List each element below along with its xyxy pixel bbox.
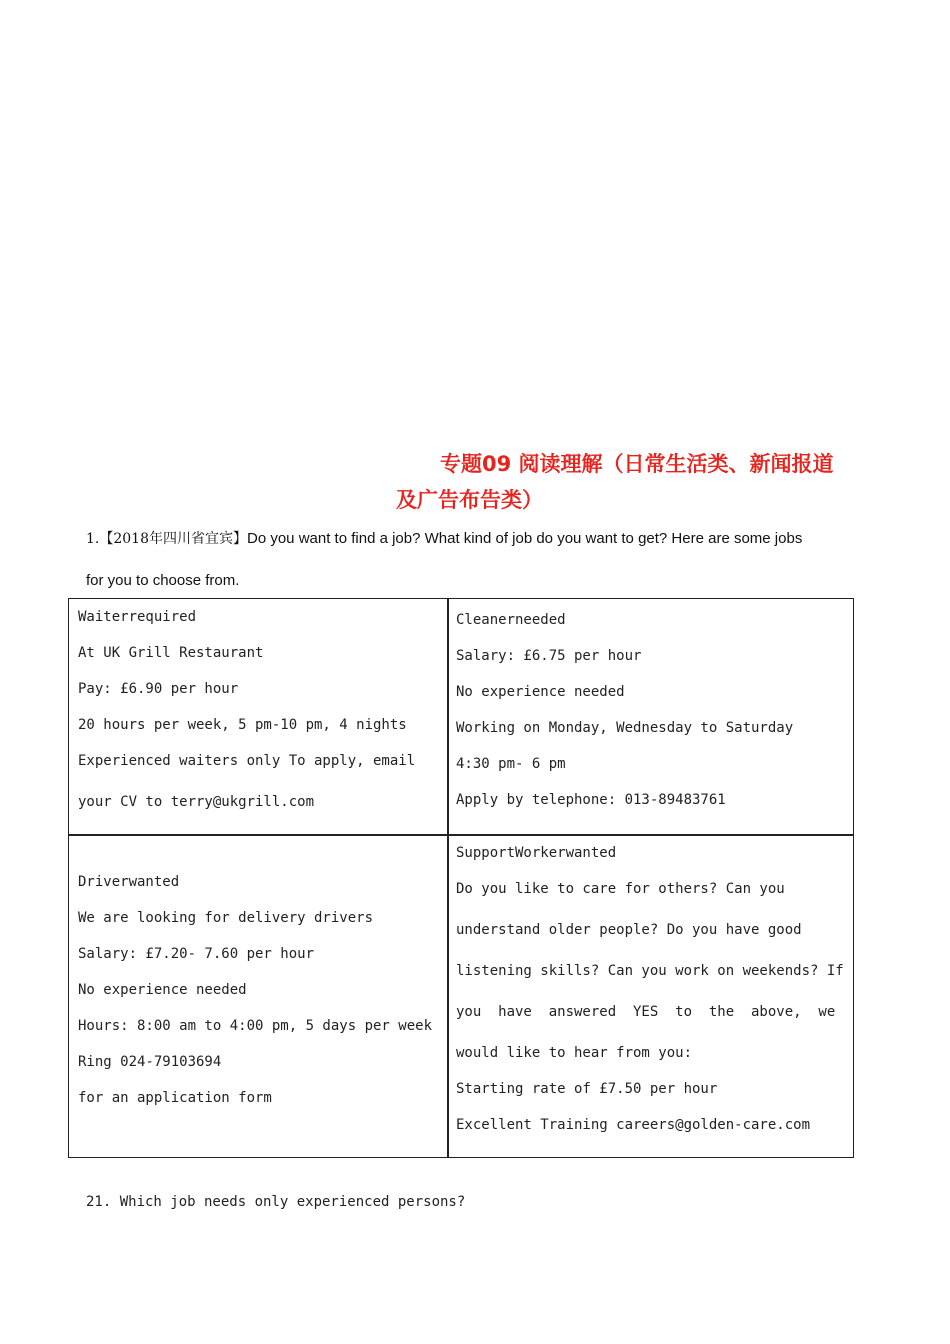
ad-line: Working on Monday, Wednesday to Saturday (456, 720, 794, 736)
ad-line: would like to hear from you: (456, 1045, 693, 1061)
question-source: 【2018年四川省宜宾】 (99, 531, 247, 547)
ad-cleaner (456, 612, 793, 828)
table-divider-vertical (447, 599, 449, 1157)
ad-line: Waiterrequired (78, 609, 197, 625)
ad-line: Excellent Training careers@golden-care.com (456, 1117, 811, 1133)
page-title (396, 446, 866, 518)
ad-line: 4:30 pm- 6 pm (456, 756, 566, 772)
ad-line: 20 hours per week, 5 pm-10 pm, 4 nights (78, 717, 407, 733)
table-divider-horizontal (69, 834, 853, 836)
title-line-2: 及广告布告类） (396, 488, 543, 512)
ad-line: Starting rate of £7.50 per hour (456, 1081, 718, 1097)
intro-paragraph (86, 518, 866, 601)
ad-line: We are looking for delivery drivers (78, 910, 374, 926)
ad-line: you have answered YES to the above, we (456, 1004, 836, 1020)
job-ads-table (68, 598, 854, 1158)
question-21: 21. Which job needs only experienced persons? (86, 1194, 466, 1210)
ad-line: Driverwanted (78, 874, 180, 890)
ad-line: No experience needed (78, 982, 247, 998)
title-line-1: 专题09 阅读理解（日常生活类、新闻报道 (440, 452, 834, 476)
ad-line: Apply by telephone: 013-89483761 (456, 792, 726, 808)
ad-line: No experience needed (456, 684, 625, 700)
ad-line: At UK Grill Restaurant (78, 645, 264, 661)
ad-line: Experienced waiters only To apply, email (78, 753, 416, 769)
ad-line: your CV to terry@ukgrill.com (78, 794, 315, 810)
ad-line: SupportWorkerwanted (456, 845, 617, 861)
intro-text-line-1: Do you want to find a job? What kind of job do you want to get? Here are some jobs (247, 530, 803, 547)
ad-line: Cleanerneeded (456, 612, 566, 628)
ad-line: Salary: £6.75 per hour (456, 648, 642, 664)
ad-waiter (78, 609, 415, 830)
ad-line: understand older people? Do you have good (456, 922, 802, 938)
ad-line: Hours: 8:00 am to 4:00 pm, 5 days per week (78, 1018, 433, 1034)
ad-line: for an application form (78, 1090, 272, 1106)
intro-text-line-2: for you to choose from. (86, 572, 240, 589)
ad-line: listening skills? Can you work on weekends? If (456, 963, 844, 979)
ad-line: Ring 024-79103694 (78, 1054, 222, 1070)
ad-driver (78, 874, 432, 1126)
ad-line: Salary: £7.20- 7.60 per hour (78, 946, 315, 962)
ad-support-worker (456, 845, 844, 1153)
ad-line: Do you like to care for others? Can you (456, 881, 785, 897)
ad-line: Pay: £6.90 per hour (78, 681, 239, 697)
question-number: 1. (86, 531, 100, 547)
